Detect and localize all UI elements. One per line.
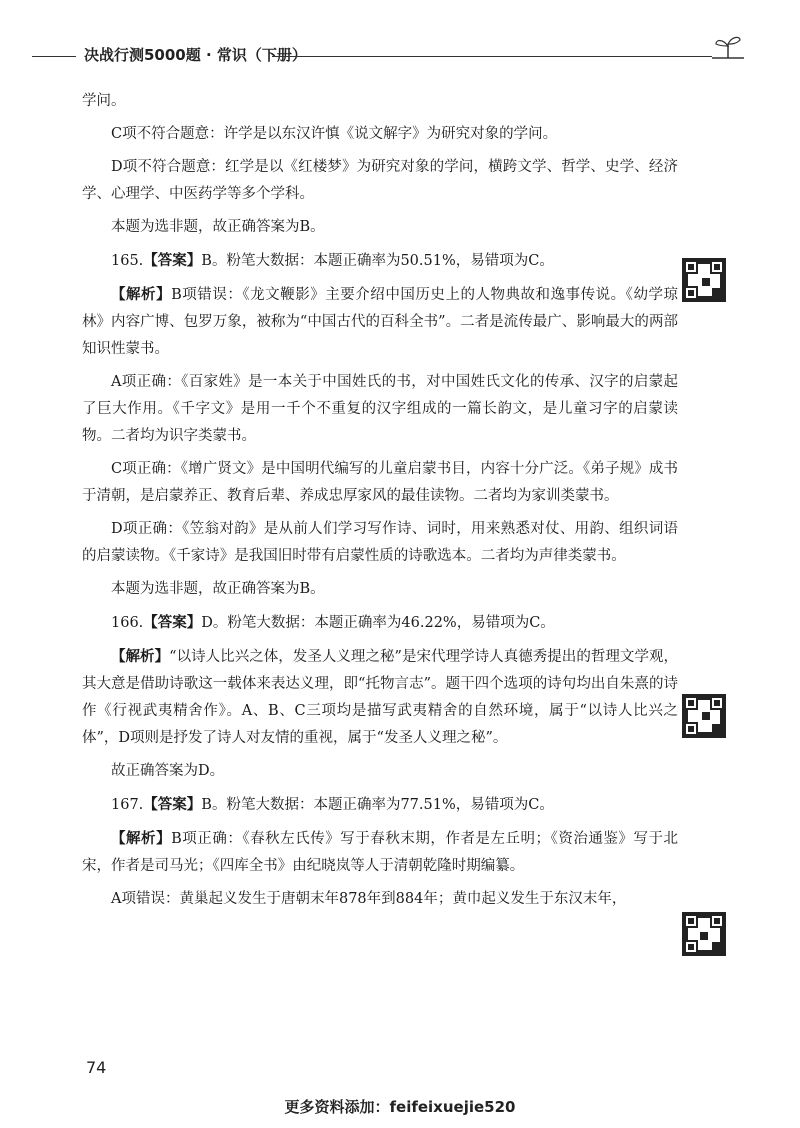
paragraph (82, 825, 678, 880)
section-label: 【答案】 (143, 796, 202, 813)
paragraph-text: 本题为选非题，故正确答案为B。 (111, 581, 325, 597)
sprout-icon (708, 34, 748, 62)
section-label: 【解析】 (111, 648, 170, 665)
paragraph-text: C项不符合题意：许学是以东汉许慎《说文解字》为研究对象的学问。 (111, 126, 558, 142)
qr-code-icon (682, 912, 726, 956)
paragraph-text: B项正确：《春秋左氏传》写于春秋末期，作者是左丘明；《资治通鉴》写于北宋，作者是司马光；《四库全书》由纪晓岚等人于清朝乾隆时期编纂。 (82, 831, 679, 874)
paragraph (82, 88, 678, 115)
header-rule-right (272, 56, 712, 57)
paragraph (82, 121, 678, 148)
paragraph-text: “以诗人比兴之体，发圣人义理之秘”是宋代理学诗人真德秀提出的哲理文学观，其大意是借助诗歌这一载体来表达义理，即“托物言志”。题干四个选项的诗句均出自朱熹的诗作《行视武夷精舍作》。A、B、C三项均是描写武夷精舍的自然环境，属于“以诗人比兴之体”，D项则是抒发了诗人对友情的重视，属于“发圣人义理之秘”。 (82, 649, 678, 746)
question-number: 166. (111, 615, 144, 631)
paragraph-text: 学问。 (82, 93, 126, 109)
paragraph (82, 643, 678, 752)
paragraph (82, 247, 678, 275)
paragraph-text: A项正确：《百家姓》是一本关于中国姓氏的书，对中国姓氏文化的传承、汉字的启蒙起了巨大作用。《千字文》是用一千个不重复的汉字组成的一篇长韵文，是儿童习字的启蒙读物。二者均为识字类蒙书。 (82, 374, 678, 444)
paragraph-text: D。粉笔大数据：本题正确率为46.22%，易错项为C。 (201, 615, 555, 631)
paragraph-text: B。粉笔大数据：本题正确率为77.51%，易错项为C。 (201, 797, 554, 813)
paragraph-text: C项正确：《增广贤文》是中国明代编写的儿童启蒙书目，内容十分广泛。《弟子规》成书于清朝，是启蒙养正、教育后辈、养成忠厚家风的最佳读物。二者均为家训类蒙书。 (82, 461, 678, 504)
paragraph (82, 516, 678, 570)
footer-note: 更多资料添加：feifeixuejie520 (284, 1098, 516, 1116)
header-title: 决战行测5000题 · 常识（下册） (84, 46, 307, 64)
paragraph (82, 456, 678, 510)
paragraph-text: D项不符合题意：红学是以《红楼梦》为研究对象的学问，横跨文学、哲学、史学、经济学、心理学、中医药学等多个学科。 (82, 159, 678, 202)
paragraph (82, 281, 678, 363)
question-number: 165. (111, 253, 144, 269)
paragraph (82, 576, 678, 603)
page-number: 74 (86, 1058, 107, 1077)
paragraph (82, 154, 678, 208)
section-label: 【答案】 (143, 252, 202, 269)
paragraph-text: 故正确答案为D。 (111, 763, 225, 779)
paragraph (82, 791, 678, 819)
header-rule-left (32, 56, 76, 57)
paragraph-text: D项正确：《笠翁对韵》是从前人们学习写作诗、词时，用来熟悉对仗、用韵、组织词语的启蒙读物。《千家诗》是我国旧时带有启蒙性质的诗歌选本。二者均为声律类蒙书。 (82, 521, 678, 564)
running-header (32, 38, 732, 68)
paragraph (82, 609, 678, 637)
section-label: 【解析】 (111, 286, 172, 303)
paragraph-text: A项错误：黄巢起义发生于唐朝末年878年到884年；黄巾起义发生于东汉末年， (111, 891, 627, 907)
paragraph-text: B。粉笔大数据：本题正确率为50.51%，易错项为C。 (201, 253, 554, 269)
qr-code-icon (682, 694, 726, 738)
paragraph (82, 758, 678, 785)
paragraph (82, 369, 678, 450)
paragraph (82, 214, 678, 241)
paragraph-text: B项错误：《龙文鞭影》主要介绍中国历史上的人物典故和逸事传说。《幼学琼林》内容广博、包罗万象，被称为“中国古代的百科全书”。二者是流传最广、影响最大的两部知识性蒙书。 (82, 287, 679, 357)
section-label: 【解析】 (111, 830, 172, 847)
qr-code-icon (682, 258, 726, 302)
page-body (82, 88, 678, 919)
paragraph-text: 本题为选非题，故正确答案为B。 (111, 219, 325, 235)
question-number: 167. (111, 797, 144, 813)
section-label: 【答案】 (143, 614, 202, 631)
paragraph (82, 886, 678, 913)
